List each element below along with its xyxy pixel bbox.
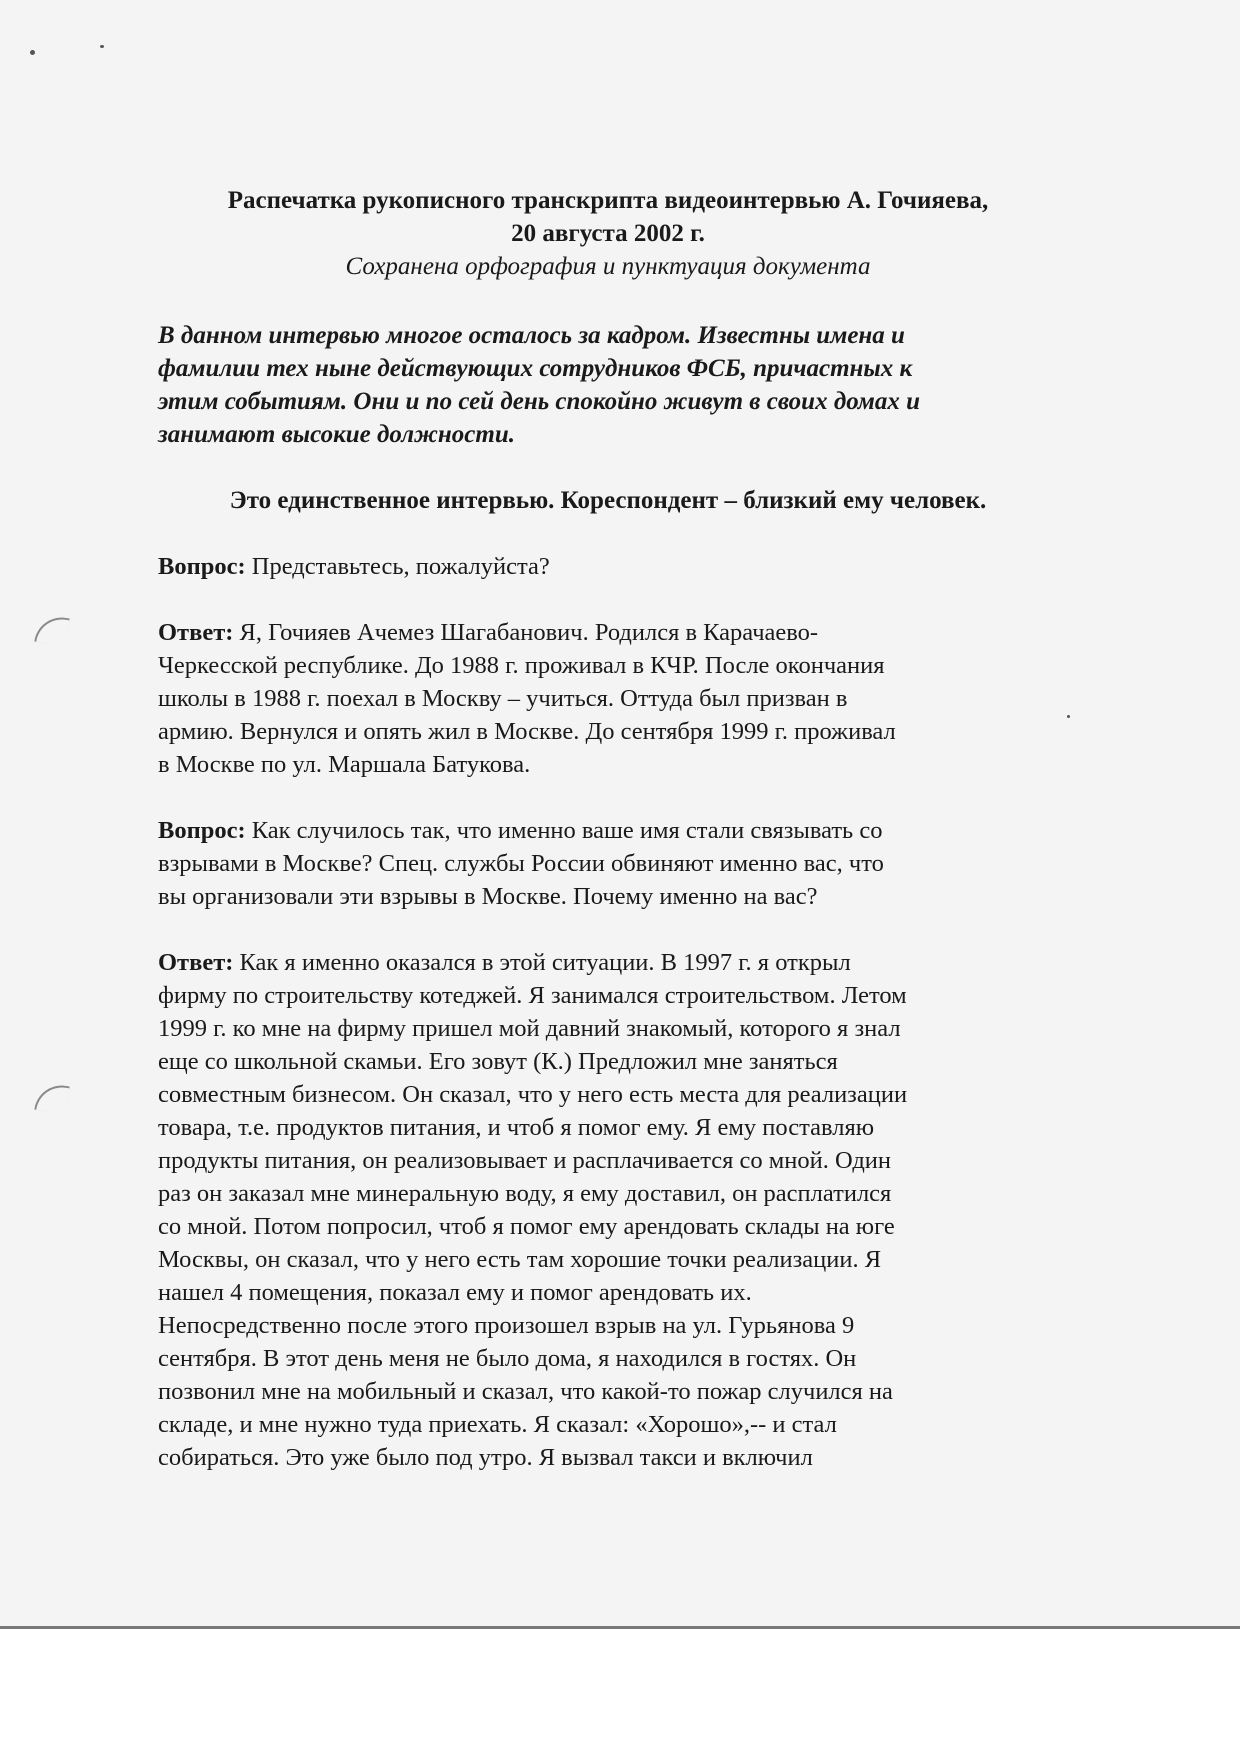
qa-line: сентября. В этот день меня не было дома, я находился в гостях. Он	[158, 1345, 857, 1372]
page-edge	[0, 1626, 1240, 1629]
qa-text: Я, Гочияев Ачемез Шагабанович. Родился в Карачаево-	[233, 619, 819, 646]
intro-line: этим событиям. Они и по сей день спокойно живут в своих домах и	[158, 388, 921, 415]
scan-speck	[30, 50, 35, 55]
qa-line: продукты питания, он реализовывает и расплачивается со мной. Один	[158, 1147, 892, 1174]
qa-line: Черкесской республике. До 1988 г. проживал в КЧР. После окончания	[158, 652, 885, 679]
intro-paragraph	[158, 319, 1058, 451]
title-date-line: 20 августа 2002 г.	[511, 220, 705, 247]
intro-line: занимают высокие должности.	[158, 421, 516, 448]
unique-interview-note: Это единственное интервью. Кореспондент – близкий ему человек.	[229, 487, 987, 514]
answer-block	[158, 946, 1058, 1474]
question-label: Вопрос:	[158, 553, 246, 580]
document-subtitle: Сохранена орфография и пунктуация документа	[345, 253, 871, 280]
document-title	[152, 184, 1064, 250]
qa-line: в Москве по ул. Маршала Батукова.	[158, 751, 531, 778]
qa-line: товара, т.е. продуктов питания, и чтоб я помог ему. Я ему поставляю	[158, 1114, 875, 1141]
qa-line	[158, 814, 1058, 847]
answer-label: Ответ:	[158, 619, 234, 646]
answer-label: Ответ:	[158, 949, 234, 976]
question-block	[158, 814, 1058, 913]
qa-line: раз он заказал мне минеральную воду, я ему доставил, он расплатился	[158, 1180, 892, 1207]
intro-line: фамилии тех ныне действующих сотрудников ФСБ, причастных к	[158, 355, 913, 382]
question-block	[158, 550, 1058, 583]
scan-speck	[100, 45, 104, 48]
qa-line: вы организовали эти взрывы в Москве. Почему именно на вас?	[158, 883, 818, 910]
qa-line	[158, 946, 1058, 979]
qa-line: со мной. Потом попросил, чтоб я помог ему арендовать склады на юге	[158, 1213, 895, 1240]
qa-line	[158, 550, 1058, 583]
answer-block	[158, 616, 1058, 781]
qa-text: Как случилось так, что именно ваше имя стали связывать со	[245, 817, 883, 844]
qa-line: позвонил мне на мобильный и сказал, что какой-то пожар случился на	[158, 1378, 893, 1405]
qa-line	[158, 616, 1058, 649]
qa-line: еще со школьной скамьи. Его зовут (К.) Предложил мне заняться	[158, 1048, 838, 1075]
qa-line: Непосредственно после этого произошел взрыв на ул. Гурьянова 9	[158, 1312, 855, 1339]
qa-text: Как я именно оказался в этой ситуации. В 1997 г. я открыл	[233, 949, 851, 976]
qa-text: Представьтесь, пожалуйста?	[245, 553, 550, 580]
qa-line: собираться. Это уже было под утро. Я вызвал такси и включил	[158, 1444, 813, 1471]
title-line: Распечатка рукописного транскрипта видеоинтервью А. Гочияева,	[227, 187, 989, 214]
scan-speck	[1067, 715, 1070, 718]
qa-line: Москвы, он сказал, что у него есть там хорошие точки реализации. Я	[158, 1246, 882, 1273]
question-label: Вопрос:	[158, 817, 246, 844]
qa-line: школы в 1988 г. поехал в Москву – учиться. Оттуда был призван в	[158, 685, 848, 712]
document-body	[158, 184, 1058, 1474]
qa-line: армию. Вернулся и опять жил в Москве. До сентября 1999 г. проживал	[158, 718, 896, 745]
qa-line: взрывами в Москве? Спец. службы России обвиняют именно вас, что	[158, 850, 884, 877]
qa-line: нашел 4 помещения, показал ему и помог арендовать их.	[158, 1279, 752, 1306]
qa-line: складе, и мне нужно туда приехать. Я сказал: «Хорошо»,-- и стал	[158, 1411, 837, 1438]
qa-line: совместным бизнесом. Он сказал, что у него есть места для реализации	[158, 1081, 908, 1108]
intro-line: В данном интервью многое осталось за кадром. Известны имена и	[158, 322, 905, 349]
qa-line: фирму по строительству котеджей. Я занимался строительством. Летом	[158, 982, 907, 1009]
qa-line: 1999 г. ко мне на фирму пришел мой давний знакомый, которого я знал	[158, 1015, 901, 1042]
